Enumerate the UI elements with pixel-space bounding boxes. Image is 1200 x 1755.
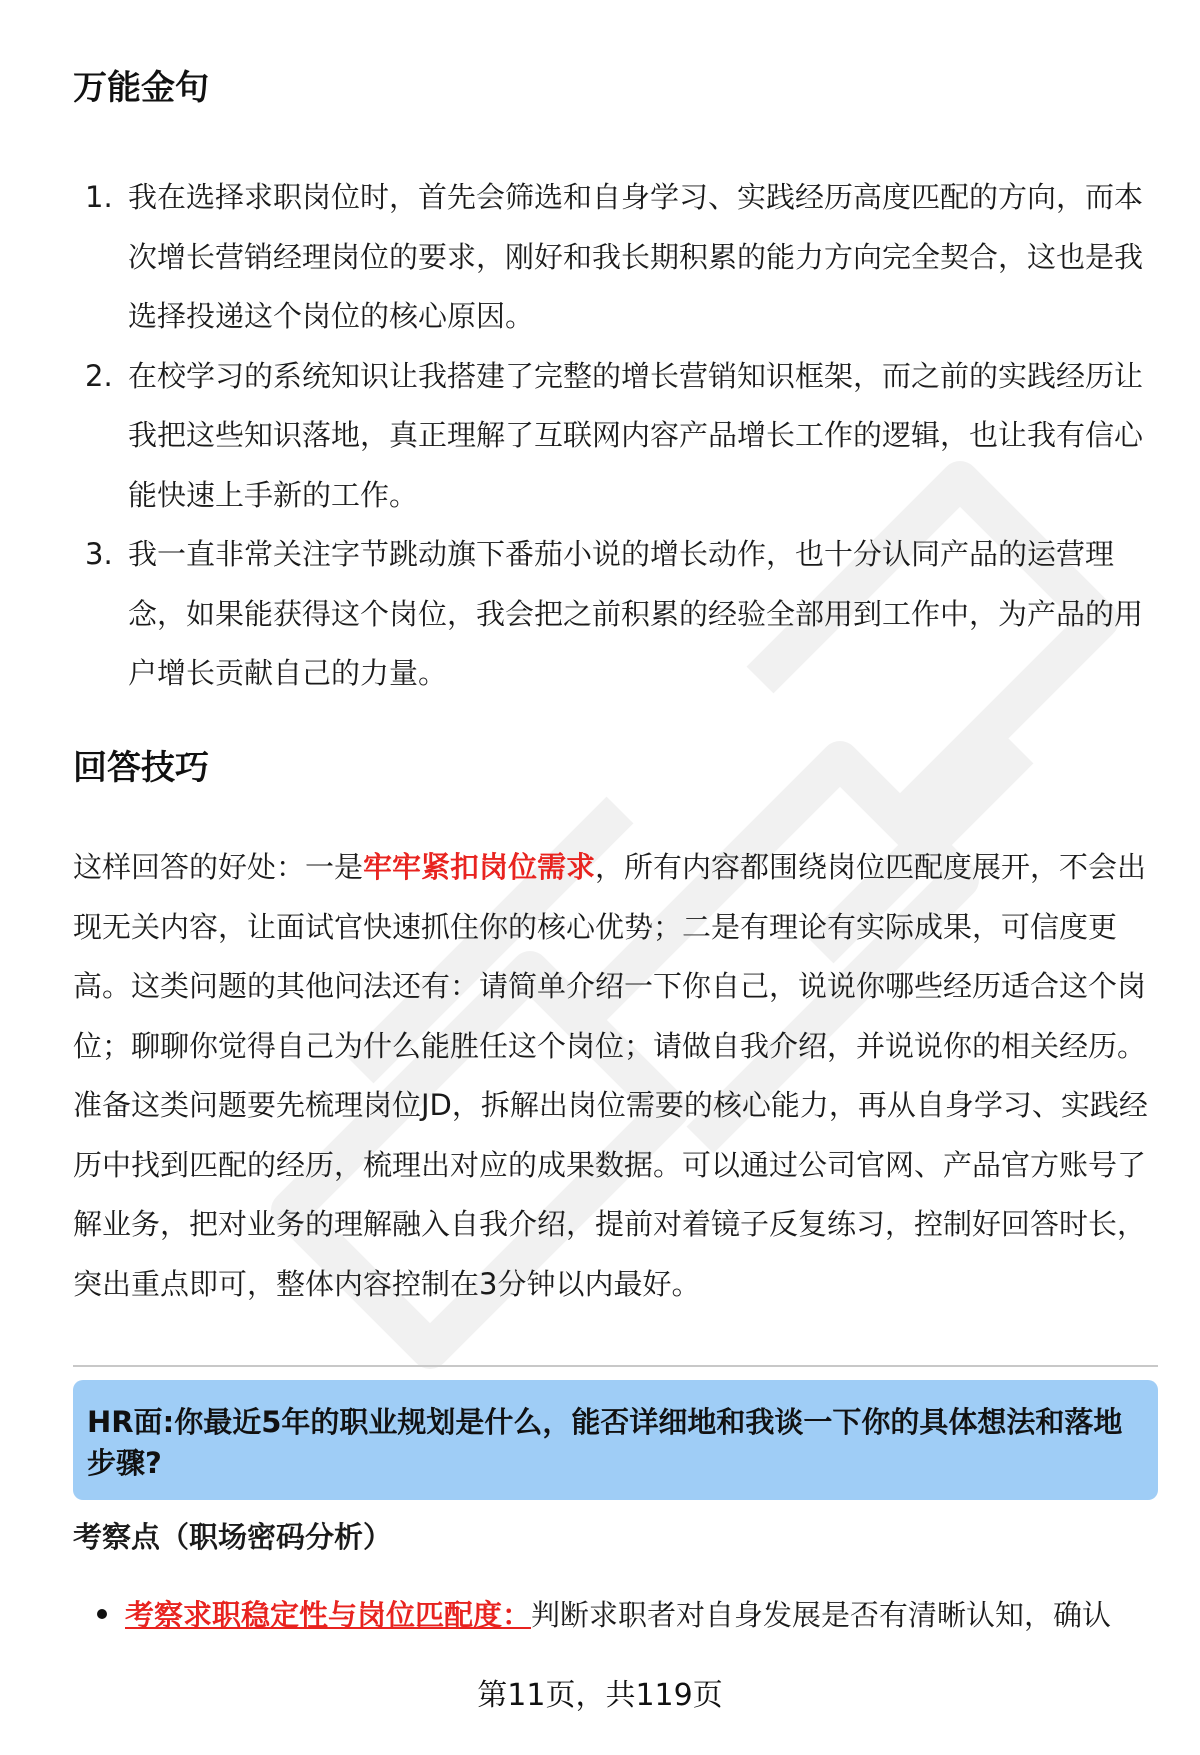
highlight-text: 牢牢紧扣岗位需求 — [363, 850, 596, 884]
list-item-number: 3. — [85, 537, 113, 571]
question-text: HR面:你最近5年的职业规划是什么，能否详细地和我谈一下你的具体想法和落地步骤? — [87, 1405, 1123, 1480]
bullet-highlight: 考察求职稳定性与岗位匹配度： — [125, 1598, 532, 1632]
para-text-before: 这样回答的好处：一是 — [73, 850, 364, 884]
bullet-item — [97, 1590, 1157, 1640]
para-text-after: ，所有内容都围绕岗位匹配度展开，不会出现无关内容，让面试官快速抓住你的核心优势；二是有理论有实际成果，可信度更高。这类问题的其他问法还有：请简单介绍一下你自己，说说你哪些经历适合这个岗位；聊聊你觉得自己为什么能胜任这个岗位；请做自我介绍，并说说你的相关经历。准备这类问题要先梳理岗位JD，拆解出岗位需要的核心能力，再从自身学习、实践经历中找到匹配的经历，梳理出对应的成果数据。可以通过公司官网、产品官方账号了解业务，把对业务的理解融入自我介绍，提前对着镜子反复练习，控制好回答时长，突出重点即可，整体内容控制在3分钟以内最好。 — [73, 850, 1148, 1301]
section-title-answer-tips: 回答技巧 — [73, 748, 209, 788]
list-item — [73, 347, 1143, 526]
page-number: 第11页，共119页 — [477, 1678, 723, 1713]
bullet-dot-icon — [97, 1609, 107, 1619]
answer-tips-paragraph — [73, 838, 1148, 1314]
list-item-text: 我一直非常关注字节跳动旗下番茄小说的增长动作，也十分认同产品的运营理念，如果能获得这个岗位，我会把之前积累的经验全部用到工作中，为产品的用户增长贡献自己的力量。 — [128, 537, 1144, 690]
bullet-text: 判断求职者对自身发展是否有清晰认知，确认 — [531, 1598, 1112, 1632]
question-callout — [73, 1380, 1158, 1500]
list-item — [73, 168, 1143, 347]
phrase-list — [73, 168, 1143, 704]
list-item — [73, 525, 1143, 704]
list-item-number: 1. — [85, 180, 113, 214]
section-divider — [73, 1365, 1158, 1367]
list-item-text: 在校学习的系统知识让我搭建了完整的增长营销知识框架，而之前的实践经历让我把这些知识落地，真正理解了互联网内容产品增长工作的逻辑，也让我有信心能快速上手新的工作。 — [128, 358, 1144, 512]
section-title-assessment-points: 考察点（职场密码分析） — [73, 1520, 393, 1554]
section-title-universal-phrases: 万能金句 — [73, 68, 209, 108]
list-item-number: 2. — [85, 358, 113, 393]
list-item-text: 我在选择求职岗位时，首先会筛选和自身学习、实践经历高度匹配的方向，而本次增长营销经理岗位的要求，刚好和我长期积累的能力方向完全契合，这也是我选择投递这个岗位的核心原因。 — [128, 180, 1144, 333]
